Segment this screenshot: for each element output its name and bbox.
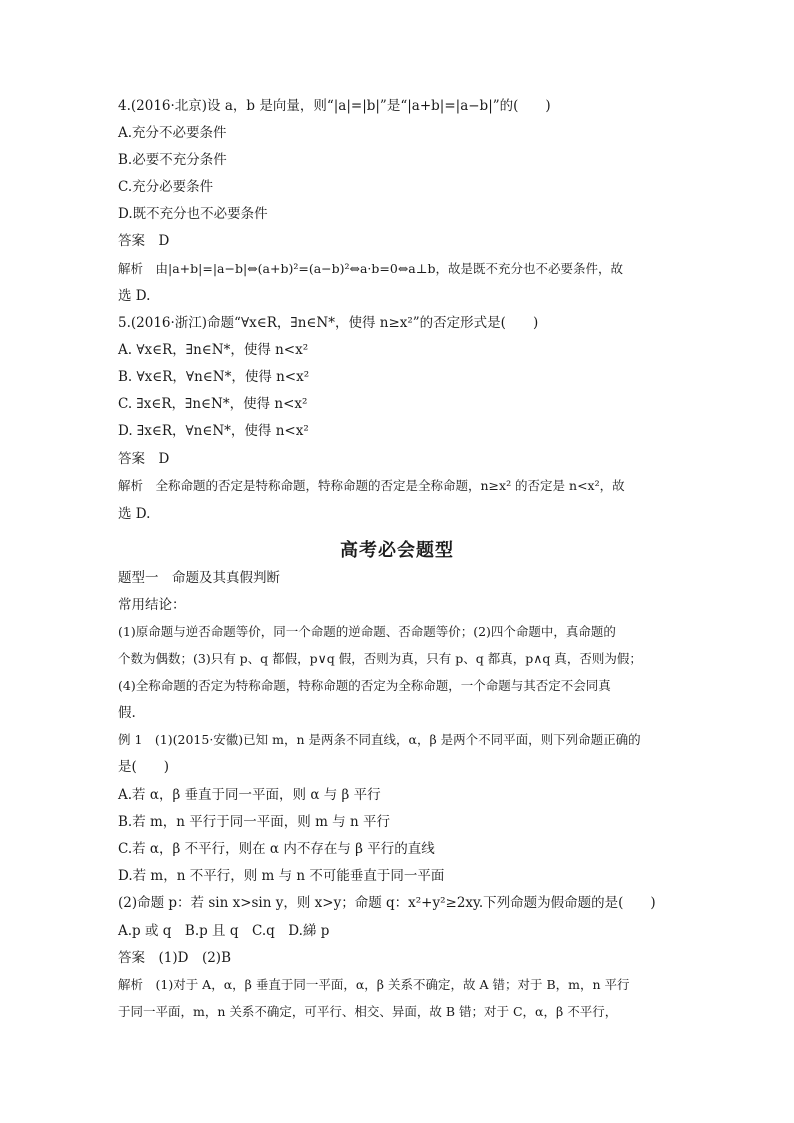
example1-option-d: D.若 m，n 不平行，则 m 与 n 不可能垂直于同一平面 — [118, 868, 445, 884]
q4-option-c: C.充分必要条件 — [118, 179, 214, 195]
q5-analysis-line-1: 解析 全称命题的否定是特称命题，特称命题的否定是全称命题，n≥x² 的否定是 n<x²，故 — [118, 478, 625, 493]
example1-part2-stem: (2)命题 p：若 sin x>sin y，则 x>y；命题 q：x²+y²≥2xy.下列命题为假命题的是( ) — [118, 895, 656, 911]
q4-analysis-line-2: 选 D. — [118, 288, 151, 304]
example1-option-a: A.若 α，β 垂直于同一平面，则 α 与 β 平行 — [118, 787, 381, 803]
q5-answer: 答案 D — [118, 451, 170, 467]
q5-option-a: A. ∀x∈R，∃n∈N*，使得 n<x² — [118, 342, 309, 358]
q4-option-a: A.充分不必要条件 — [118, 125, 227, 141]
conclusion-line-1: (1)原命题与逆否命题等价，同一个命题的逆命题、否命题等价；(2)四个命题中，真命题的 — [118, 624, 616, 639]
example1-stem-line-1: 例 1 (1)(2015·安徽)已知 m，n 是两条不同直线，α，β 是两个不同平面，则下列命题正确的 — [118, 732, 641, 747]
example1-stem-line-2: 是( ) — [118, 759, 170, 775]
common-conclusion-label: 常用结论： — [118, 597, 186, 613]
q4-option-d: D.既不充分也不必要条件 — [118, 206, 268, 222]
example1-option-c: C.若 α，β 不平行，则在 α 内不存在与 β 平行的直线 — [118, 841, 435, 857]
q4-stem: 4.(2016·北京)设 a，b 是向量，则“|a|=|b|”是“|a+b|=|a−b|”的( ) — [118, 98, 551, 114]
section-title: 高考必会题型 — [340, 540, 454, 561]
q4-answer: 答案 D — [118, 233, 170, 249]
conclusion-line-4: 假. — [118, 705, 136, 721]
example1-part2-options: A.p 或 q B.p 且 q C.q D.綈 p — [118, 923, 330, 939]
example1-analysis-line-1: 解析 (1)对于 A，α，β 垂直于同一平面，α，β 关系不确定，故 A 错；对于 B，m，n 平行 — [118, 977, 630, 992]
example1-option-b: B.若 m，n 平行于同一平面，则 m 与 n 平行 — [118, 814, 390, 830]
example1-analysis-line-2: 于同一平面，m，n 关系不确定，可平行、相交、异面，故 B 错；对于 C，α，β 不平行， — [118, 1004, 618, 1019]
q5-stem: 5.(2016·浙江)命题“∀x∈R，∃n∈N*，使得 n≥x²”的否定形式是( ) — [118, 315, 539, 331]
type1-heading: 题型一 命题及其真假判断 — [118, 570, 280, 586]
conclusion-line-2: 个数为偶数；(3)只有 p、q 都假，p∨q 假，否则为真，只有 p、q 都真，p∧q 真，否则为假； — [118, 651, 642, 666]
q4-option-b: B.必要不充分条件 — [118, 152, 227, 168]
conclusion-line-3: (4)全称命题的否定为特称命题，特称命题的否定为全称命题，一个命题与其否定不会同真 — [118, 678, 611, 693]
q5-option-c: C. ∃x∈R，∃n∈N*，使得 n<x² — [118, 396, 308, 412]
q5-option-d: D. ∃x∈R，∀n∈N*，使得 n<x² — [118, 423, 309, 439]
q4-analysis-line-1: 解析 由|a+b|=|a−b|⇔(a+b)²=(a−b)²⇔a·b=0⇔a⊥b，故是既不充分也不必要条件，故 — [118, 261, 624, 276]
q5-option-b: B. ∀x∈R，∀n∈N*，使得 n<x² — [118, 369, 310, 385]
q5-analysis-line-2: 选 D. — [118, 506, 151, 522]
example1-answer: 答案 (1)D (2)B — [118, 950, 231, 966]
